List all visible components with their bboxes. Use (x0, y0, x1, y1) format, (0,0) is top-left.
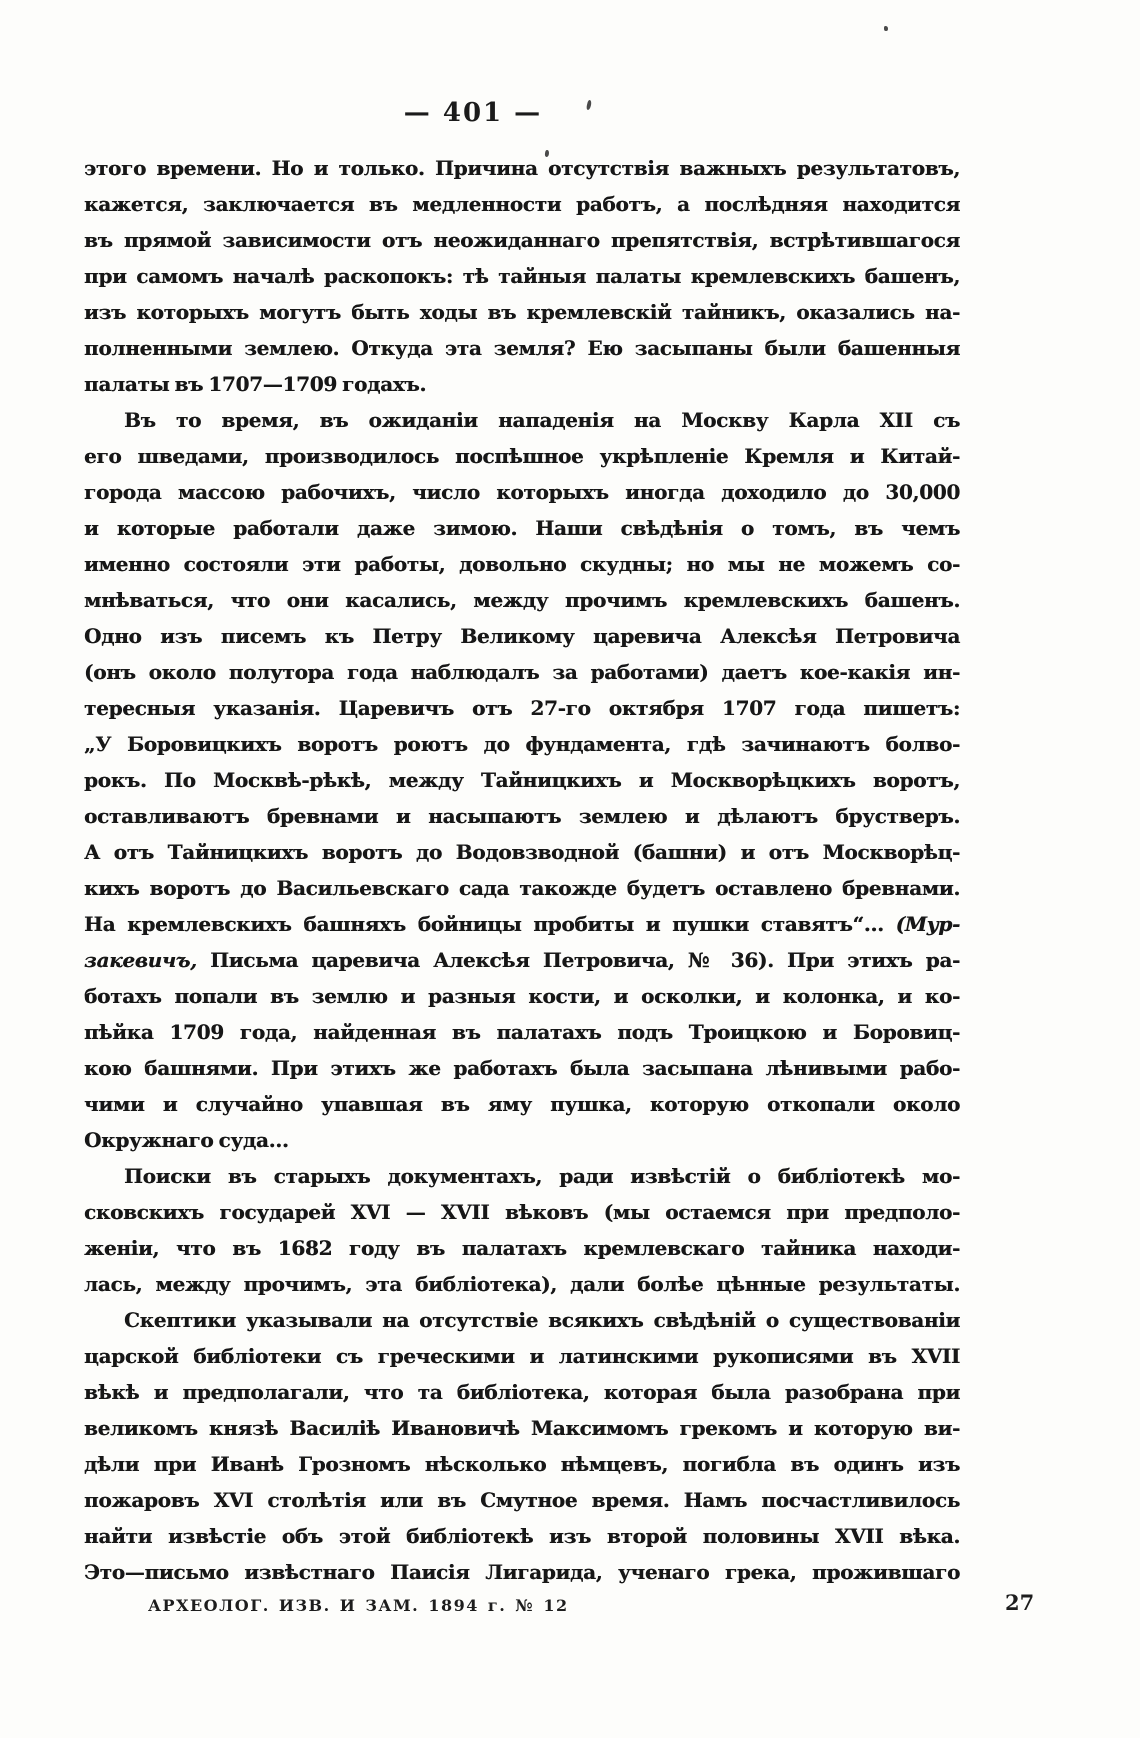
text-segment: тересныя указанія. Царевичъ отъ 27-го октября 1707 года пишетъ: (84, 696, 960, 720)
text-segment: Письма царевича Алексѣя Петровича, № 36). При этихъ ра- (196, 948, 960, 972)
italic-text-segment: (Мур- (895, 912, 960, 936)
text-line (84, 222, 960, 258)
text-line (84, 942, 960, 978)
journal-imprint: АРХЕОЛОГ. ИЗВ. И ЗАМ. 1894 г. № 12 (148, 1596, 569, 1615)
text-segment: „У Боровицкихъ воротъ роютъ до фундамента, гдѣ зачинаютъ болво- (84, 732, 960, 756)
text-block (84, 150, 960, 1590)
text-line (84, 1266, 960, 1302)
text-segment: Окружнаго суда... (84, 1128, 289, 1152)
text-segment: Одно изъ писемъ къ Петру Великому царевича Алексѣя Петровича (84, 624, 960, 648)
text-segment: найти извѣстіе объ этой библіотекѣ изъ второй половины XVII вѣка. (84, 1524, 960, 1548)
italic-text-segment: закевичъ, (84, 948, 197, 972)
text-segment: палаты въ 1707—1709 годахъ. (84, 372, 427, 396)
text-line (84, 294, 960, 330)
text-line (84, 1302, 960, 1338)
text-segment: рокъ. По Москвѣ-рѣкѣ, между Тайницкихъ и Москворѣцкихъ воротъ, (84, 768, 960, 792)
text-line (84, 690, 960, 726)
text-segment: вѣкѣ и предполагали, что та библіотека, которая была разобрана при (84, 1380, 960, 1404)
text-segment: дѣли при Иванѣ Грозномъ нѣсколько нѣмцевъ, погибла въ одинъ изъ (84, 1452, 960, 1476)
text-line (84, 1194, 960, 1230)
text-line (84, 978, 960, 1014)
text-line (84, 1230, 960, 1266)
text-line (84, 1374, 960, 1410)
text-segment: Это—письмо извѣстнаго Паисія Лигарида, ученаго грека, прожившаго (84, 1560, 960, 1584)
text-line (84, 654, 960, 690)
text-line (84, 834, 960, 870)
text-segment: кихъ воротъ до Васильевскаго сада такожде будетъ оставлено бревнами. (84, 876, 960, 900)
text-line (84, 258, 960, 294)
text-segment: великомъ князѣ Василіѣ Ивановичѣ Максимомъ грекомъ и которую ви- (84, 1416, 960, 1440)
text-line (84, 1446, 960, 1482)
text-line (84, 1122, 960, 1158)
text-segment: именно состояли эти работы, довольно скудны; но мы не можемъ со- (84, 552, 960, 576)
text-line (84, 474, 960, 510)
text-line (84, 150, 960, 186)
text-line (84, 402, 960, 438)
text-line (84, 546, 960, 582)
signature-number: 27 (1005, 1590, 1035, 1615)
text-line (84, 1410, 960, 1446)
text-line (84, 1086, 960, 1122)
text-segment: ботахъ попали въ землю и разныя кости, и осколки, и колонка, и ко- (84, 984, 960, 1008)
text-line (84, 582, 960, 618)
text-line (84, 510, 960, 546)
text-segment: изъ которыхъ могутъ быть ходы въ кремлевскій тайникъ, оказались на- (84, 300, 960, 324)
text-segment: полненными землею. Откуда эта земля? Ею засыпаны были башенныя (84, 336, 960, 360)
text-line (84, 438, 960, 474)
text-line (84, 870, 960, 906)
text-line (84, 366, 960, 402)
text-line (84, 1554, 960, 1590)
text-segment: Въ то время, въ ожиданіи нападенія на Москву Карла XII съ (124, 408, 960, 432)
text-segment: чими и случайно упавшая въ яму пушка, которую откопали около (84, 1092, 960, 1116)
text-segment: женіи, что въ 1682 году въ палатахъ кремлевскаго тайника находи- (84, 1236, 960, 1260)
text-segment: лась, между прочимъ, эта библіотека), дали болѣе цѣнные результаты. (84, 1272, 960, 1296)
text-segment: пожаровъ XVI столѣтія или въ Смутное время. Намъ посчастливилось (84, 1488, 960, 1512)
text-segment: этого времени. Но и только. Причина отсутствія важныхъ результатовъ, (84, 156, 960, 180)
text-line (84, 726, 960, 762)
text-segment: оставливаютъ бревнами и насыпаютъ землею и дѣлаютъ брустверъ. (84, 804, 960, 828)
text-segment: На кремлевскихъ башняхъ бойницы пробиты и пушки ставятъ“... (84, 912, 896, 936)
text-line (84, 1518, 960, 1554)
text-line (84, 186, 960, 222)
text-segment: города массою рабочихъ, число которыхъ иногда доходило до 30,000 (84, 480, 960, 504)
text-segment: А отъ Тайницкихъ воротъ до Водовзводной (башни) и отъ Москворѣц- (84, 840, 960, 864)
text-line (84, 330, 960, 366)
text-segment: сковскихъ государей XVI — XVII вѣковъ (мы остаемся при предполо- (84, 1200, 960, 1224)
text-segment: царской библіотеки съ греческими и латинскими рукописями въ XVII (84, 1344, 960, 1368)
text-segment: кою башнями. При этихъ же работахъ была засыпана лѣнивыми рабо- (84, 1056, 960, 1080)
text-line (84, 762, 960, 798)
text-segment: и которые работали даже зимою. Наши свѣдѣнія о томъ, въ чемъ (84, 516, 960, 540)
text-segment: мнѣваться, что они касались, между прочимъ кремлевскихъ башенъ. (84, 588, 960, 612)
page-number-header: — 401 — (403, 98, 543, 128)
text-segment: въ прямой зависимости отъ неожиданнаго препятствія, встрѣтившагося (84, 228, 960, 252)
text-line (84, 1050, 960, 1086)
text-segment: Поиски въ старыхъ документахъ, ради извѣстій о библіотекѣ мо- (124, 1164, 960, 1188)
text-segment: Скептики указывали на отсутствіе всякихъ свѣдѣній о существованіи (124, 1308, 960, 1332)
text-segment: его шведами, производилось поспѣшное укрѣпленіе Кремля и Китай- (84, 444, 960, 468)
text-line (84, 1338, 960, 1374)
text-segment: (онъ около полутора года наблюдалъ за работами) даетъ кое-какія ин- (84, 660, 960, 684)
text-line (84, 1482, 960, 1518)
text-segment: пѣйка 1709 года, найденная въ палатахъ подъ Троицкою и Боровиц- (84, 1020, 960, 1044)
text-segment: при самомъ началѣ раскопокъ: тѣ тайныя палаты кремлевскихъ башенъ, (84, 264, 960, 288)
text-line (84, 1158, 960, 1194)
text-line (84, 618, 960, 654)
ink-speck (884, 26, 888, 31)
text-segment: кажется, заключается въ медленности работъ, а послѣдняя находится (84, 192, 960, 216)
text-line (84, 906, 960, 942)
text-line (84, 1014, 960, 1050)
text-line (84, 798, 960, 834)
